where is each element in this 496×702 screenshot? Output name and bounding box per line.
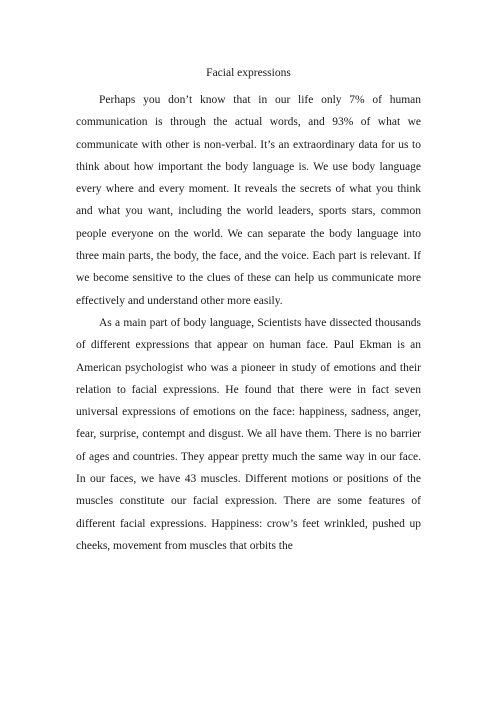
- paragraph-2: As a main part of body language, Scientists have dissected thousands of different expressions that appear on human face. Paul Ekman is an American psychologist who was a pioneer in study of emotions and their relation to facial expressions. He found that there were in fact seven universal expressions of emotions on the face: happiness, sadness, anger, fear, surprise, contempt and disgust. We all have them. There is no barrier of ages and countries. They appear pretty much the same way in our face. In our faces, we have 43 muscles. Different motions or positions of the muscles constitute our facial expression. There are some features of different facial expressions. Happiness: crow’s feet wrinkled, pushed up cheeks, movement from muscles that orbits the: [76, 316, 421, 552]
- document-body: [76, 64, 421, 557]
- paragraph-1: Perhaps you don’t know that in our life only 7% of human communication is through the actual words, and 93% of what we communicate with other is non-verbal. It’s an extraordinary data for us to think about how important the body language is. We use body language every where and every moment. It reveals the secrets of what you think and what you want, including the world leaders, sports stars, common people everyone on the world. We can separate the body language into three main parts, the body, the face, and the voice. Each part is relevant. If we become sensitive to the clues of these can help us communicate more effectively and understand other more easily.: [76, 94, 421, 307]
- document-title: Facial expressions: [206, 67, 291, 79]
